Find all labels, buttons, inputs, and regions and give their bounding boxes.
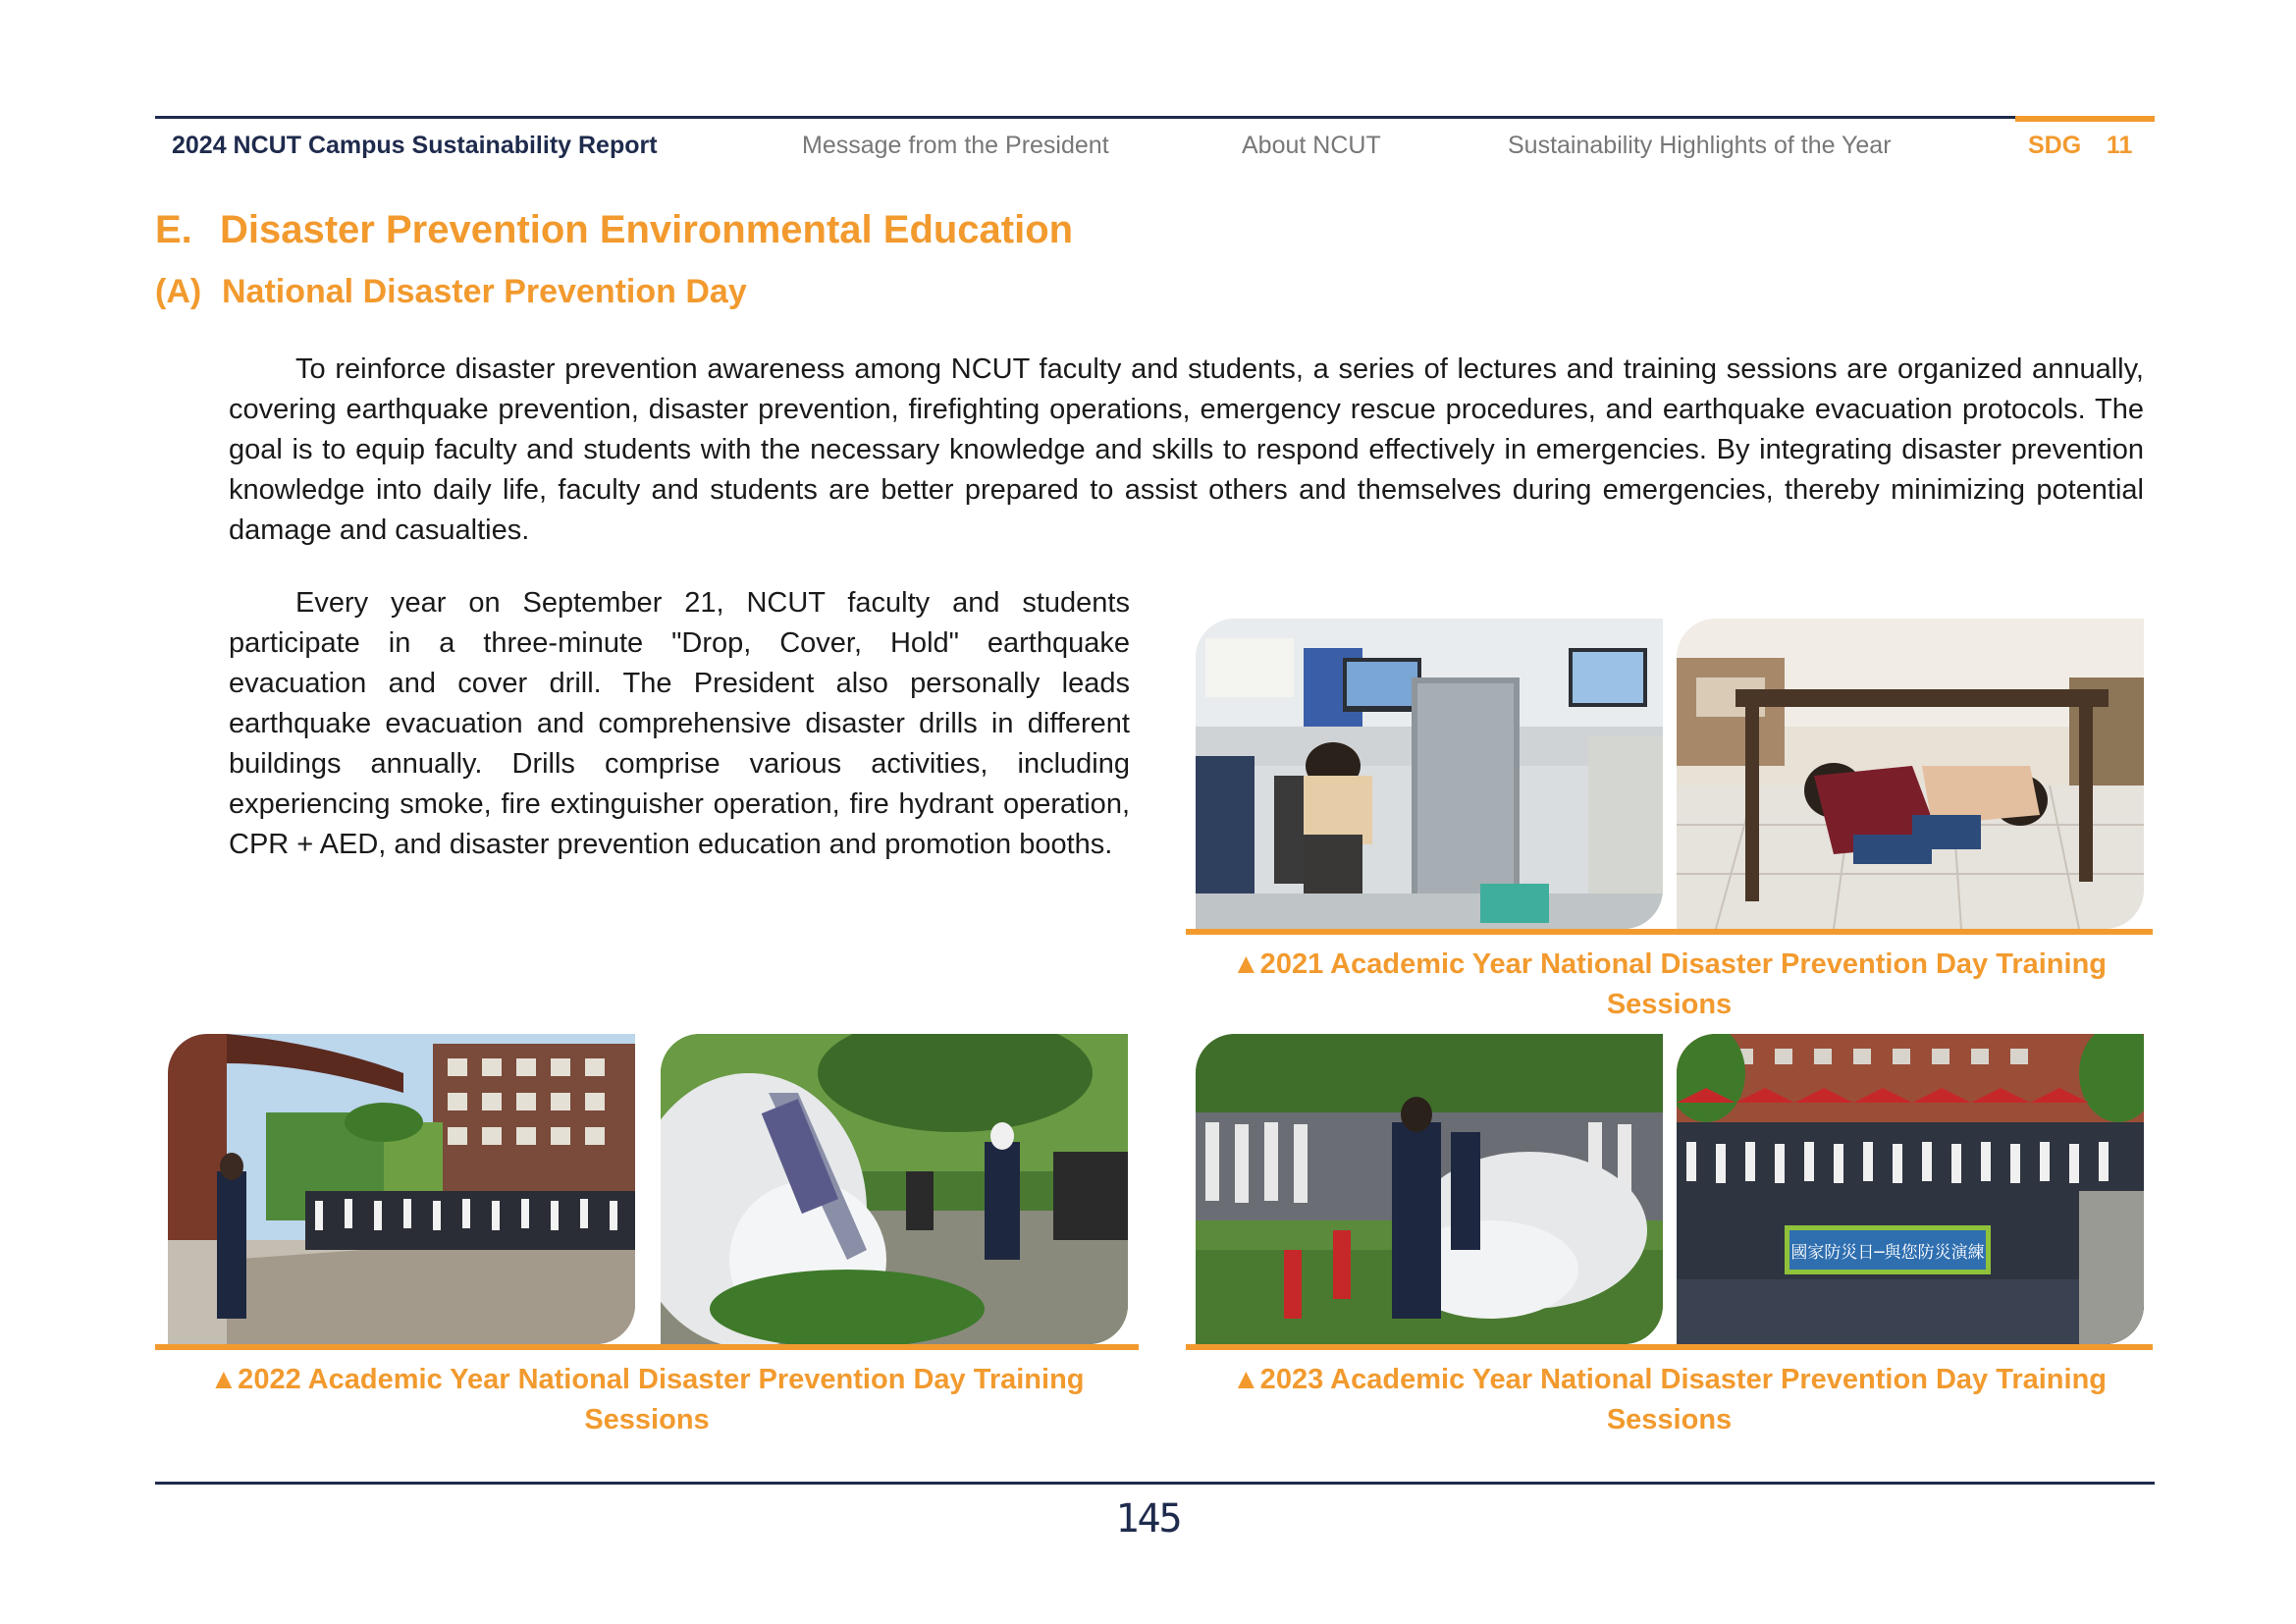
photo-2023-group-banner <box>1677 1034 2144 1344</box>
caption-rule-2022 <box>155 1344 1139 1350</box>
footer-rule <box>155 1482 2155 1485</box>
photo-2022-smoke-drill <box>661 1034 1128 1344</box>
photo-2021-under-table-drill <box>1677 619 2144 929</box>
nav-sustainability-highlights[interactable]: Sustainability Highlights of the Year <box>1508 132 1892 159</box>
intro-paragraph: To reinforce disaster prevention awareness among NCUT faculty and students, a series of lectures and training sessions are organized annually, covering earthquake prevention, disaster prevention, firefighting operations, emergency rescue procedures, and earthquake evacuation protocols. The goal is to equip faculty and students with the necessary knowledge and skills to respond effectively in emergencies. By integrating disaster prevention knowledge into daily life, faculty and students are better prepared to assist others and themselves during emergencies, thereby minimizing potential damage and casualties. <box>229 353 2144 546</box>
report-title: 2024 NCUT Campus Sustainability Report <box>172 132 658 159</box>
section-title: Disaster Prevention Environmental Education <box>220 208 1074 251</box>
subsection-heading <box>155 273 747 311</box>
caption-2021: ▲2021 Academic Year National Disaster Prevention Day Training Sessions <box>1231 948 2108 1020</box>
header-accent-bar <box>2015 116 2155 122</box>
caption-2022: ▲2022 Academic Year National Disaster Prevention Day Training Sessions <box>209 1364 1085 1435</box>
subsection-letter: (A) <box>155 273 202 310</box>
section-heading <box>155 208 1073 252</box>
caption-rule-2023 <box>1186 1344 2153 1350</box>
sdg-label: SDG <box>2028 132 2082 159</box>
banner-text: 國家防災日─與您防災演練 <box>1790 1243 1985 1263</box>
drill-paragraph: Every year on September 21, NCUT faculty and students participate in a three-minute "Drop, Cover, Hold" earthquake evacuation and cover drill. The President also personally leads earthquake evacuation and comprehensive disaster drills in different buildings annually. Drills comprise various activities, including experiencing smoke, fire extinguisher operation, fire hydrant operation, CPR + AED, and disaster prevention education and promotion booths. <box>229 587 1130 860</box>
section-letter: E. <box>155 208 192 251</box>
page-number: 145 <box>1115 1496 1181 1542</box>
photo-2023-extinguisher-demo <box>1196 1034 1663 1344</box>
nav-message-from-president[interactable]: Message from the President <box>802 132 1109 159</box>
photo-2021-office-drill <box>1196 619 1663 929</box>
caption-2023: ▲2023 Academic Year National Disaster Prevention Day Training Sessions <box>1231 1364 2108 1435</box>
sdg-number: 11 <box>2107 132 2133 159</box>
header-rule <box>155 116 2015 119</box>
photo-2022-president-speech <box>168 1034 635 1344</box>
caption-rule-2021 <box>1186 929 2153 935</box>
nav-about-ncut[interactable]: About NCUT <box>1242 132 1381 159</box>
subsection-title: National Disaster Prevention Day <box>222 273 747 310</box>
